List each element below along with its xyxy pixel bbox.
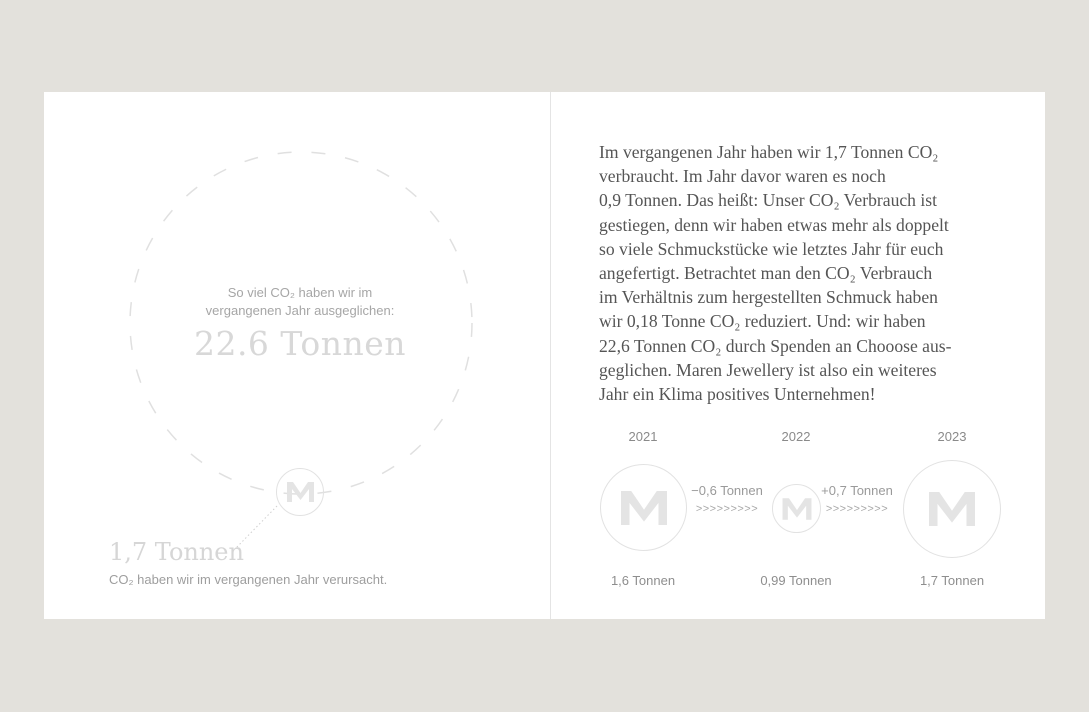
body-line: so viele Schmuckstücke wie letztes Jahr für euch <box>599 238 944 259</box>
ring-logo-badge <box>276 468 324 516</box>
right-page <box>551 92 1045 619</box>
value-label-2022: 0,99 Tonnen <box>760 573 832 588</box>
change-label-2021-2022: −0,6 Tonnen <box>691 483 763 498</box>
change-arrows-2022-2023: >>>>>>>>> <box>825 503 889 515</box>
body-line: verbraucht. Im Jahr davor waren es noch <box>599 166 886 187</box>
brochure-spread <box>44 92 1045 619</box>
body-line: gestiegen, denn wir haben etwas mehr als doppelt <box>599 214 949 235</box>
body-paragraph <box>599 140 1019 406</box>
value-label-2023: 1,7 Tonnen <box>919 573 985 588</box>
offset-caption-line-2: vergangenen Jahr ausgeglichen: <box>205 303 395 318</box>
bubble-2023 <box>903 460 1001 558</box>
body-line: geglichen. Maren Jewellery ist also ein weiteres <box>599 359 937 380</box>
bubble-2022 <box>772 484 821 533</box>
emitted-caption: CO₂ haben wir im vergangenen Jahr verursacht. <box>109 572 388 587</box>
change-arrows-2021-2022: >>>>>>>>> <box>695 503 759 515</box>
body-line: Jahr ein Klima positives Unternehmen! <box>599 384 876 405</box>
year-label-2021: 2021 <box>628 429 658 444</box>
year-label-2022: 2022 <box>781 429 811 444</box>
body-line: im Verhältnis zum hergestellten Schmuck haben <box>599 287 938 308</box>
body-line: 22,6 Tonnen CO₂ durch Spenden an Chooose aus- <box>599 335 952 356</box>
body-line: 0,9 Tonnen. Das heißt: Unser CO₂ Verbrauch ist <box>599 190 937 211</box>
left-page <box>44 92 550 619</box>
body-line: wir 0,18 Tonne CO₂ reduziert. Und: wir haben <box>599 311 926 332</box>
bubble-2021 <box>600 464 687 551</box>
offset-caption <box>180 284 420 320</box>
emitted-value: 1,7 Tonnen <box>109 538 244 566</box>
body-line: Im vergangenen Jahr haben wir 1,7 Tonnen CO₂ <box>599 142 939 162</box>
maren-m-logo-icon <box>782 498 811 520</box>
body-line: angefertigt. Betrachtet man den CO₂ Verbrauch <box>599 263 933 284</box>
offset-value: 22.6 Tonnen <box>193 324 407 363</box>
maren-m-logo-icon <box>287 482 314 502</box>
offset-caption-line-1: So viel CO₂ haben wir im <box>227 285 373 300</box>
year-label-2023: 2023 <box>937 429 967 444</box>
change-label-2022-2023: +0,7 Tonnen <box>821 483 893 498</box>
value-label-2021: 1,6 Tonnen <box>610 573 676 588</box>
maren-m-logo-icon <box>929 491 975 527</box>
maren-m-logo-icon <box>621 490 667 526</box>
offset-dashed-ring <box>128 150 474 496</box>
